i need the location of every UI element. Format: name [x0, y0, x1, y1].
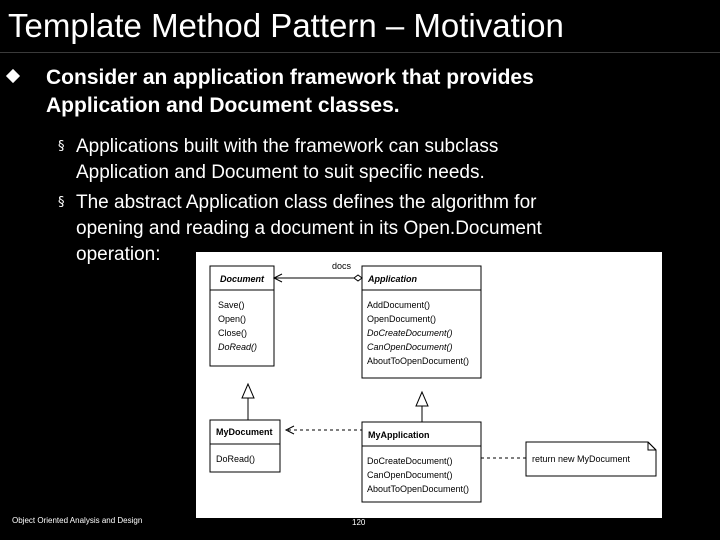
sub-bullet-line: The abstract Application class defines the algorithm for — [76, 192, 537, 213]
docs-association — [274, 261, 362, 282]
document-method: Close() — [218, 328, 248, 338]
myapplication-method: AboutToOpenDocument() — [367, 484, 470, 494]
main-bullet-line: Application and Document classes. — [46, 94, 400, 117]
application-method: AddDocument() — [367, 300, 431, 310]
uml-class-diagram — [196, 252, 662, 518]
square-bullet-icon: § — [58, 195, 65, 210]
sub-bullet-text — [76, 134, 676, 186]
slide-title: Template Method Pattern – Motivation — [8, 7, 564, 44]
implementation-note — [481, 442, 656, 476]
document-method: Save() — [218, 300, 245, 310]
sub-bullet-line: Application and Document to suit specific needs. — [76, 162, 485, 183]
myapplication-class-box — [362, 422, 481, 502]
square-bullet-icon: § — [58, 139, 65, 154]
mydocument-class-box — [210, 420, 280, 472]
document-class-name: Document — [220, 274, 265, 284]
document-class-box — [210, 266, 274, 366]
title-bar — [0, 0, 720, 53]
sub-bullet-line: Applications built with the framework can subclass — [76, 136, 499, 157]
main-bullet-line: Consider an application framework that provides — [46, 66, 534, 89]
footer-course-name: Object Oriented Analysis and Design — [12, 516, 143, 525]
association-label: docs — [332, 261, 352, 271]
sub-bullet-line: opening and reading a document in its Open.Document — [76, 218, 542, 239]
creates-dependency-arrow — [286, 426, 362, 434]
page-number: 120 — [352, 518, 366, 527]
mydocument-inheritance-arrow — [242, 384, 254, 420]
document-method: DoRead() — [218, 342, 258, 352]
myapplication-class-name: MyApplication — [368, 430, 430, 440]
application-class-name: Application — [368, 274, 417, 284]
mydocument-method: DoRead() — [216, 454, 256, 464]
myapplication-method: CanOpenDocument() — [367, 470, 453, 480]
myapplication-method: DoCreateDocument() — [367, 456, 453, 466]
application-method: OpenDocument() — [367, 314, 437, 324]
mydocument-class-name: MyDocument — [216, 427, 273, 437]
application-method: AboutToOpenDocument() — [367, 356, 470, 366]
diamond-bullet-icon — [6, 69, 20, 83]
application-class-box — [362, 266, 481, 378]
note-text: return new MyDocument — [532, 454, 631, 464]
myapplication-inheritance-arrow — [416, 392, 428, 422]
main-bullet-text — [46, 64, 716, 120]
application-method: DoCreateDocument() — [367, 328, 453, 338]
document-method: Open() — [218, 314, 247, 324]
sub-bullet-line: operation: — [76, 244, 161, 265]
application-method: CanOpenDocument() — [367, 342, 453, 352]
